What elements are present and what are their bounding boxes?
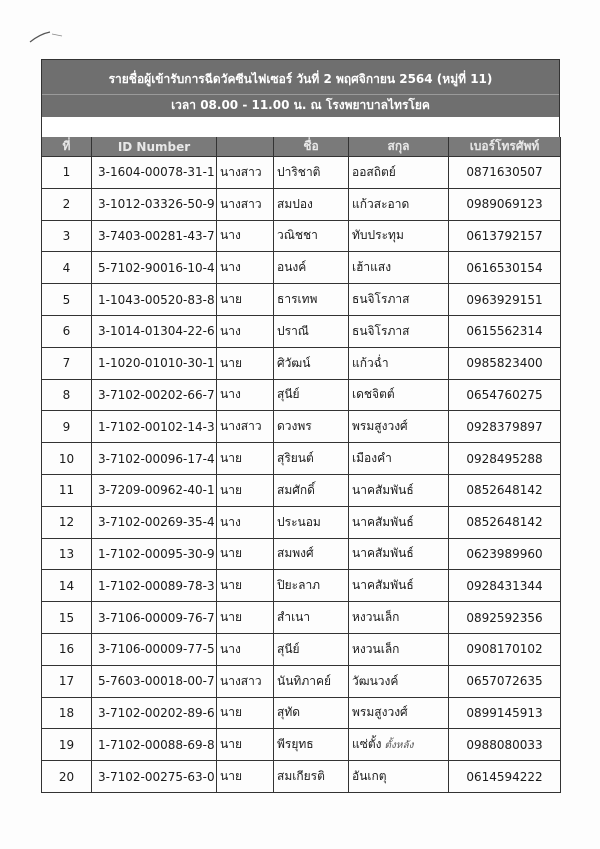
id-number: 1-1020-01010-30-1: [98, 356, 215, 371]
phone-number: 0654760275: [466, 387, 543, 402]
last-name-cell: [349, 665, 449, 697]
id-number-cell: [92, 665, 217, 697]
table-row: [42, 252, 561, 284]
id-number: 1-7102-00095-30-9: [98, 546, 215, 561]
row-number: 20: [58, 769, 75, 784]
last-name: หงวนเล็ก: [352, 641, 400, 656]
name-prefix: นาง: [220, 641, 241, 656]
name-prefix: นาง: [220, 387, 241, 402]
id-number: 3-7102-00275-63-0: [98, 769, 215, 784]
row-number: 2: [62, 197, 71, 212]
name-prefix-cell: [217, 188, 274, 220]
row-number-cell: [42, 729, 92, 761]
first-name: สมปอง: [277, 196, 313, 211]
first-name-cell: [274, 538, 349, 570]
phone-number: 0657072635: [466, 674, 543, 689]
table-row: [42, 570, 561, 602]
id-number-cell: [92, 729, 217, 761]
phone-number: 0871630507: [466, 165, 543, 180]
table-row: [42, 284, 561, 316]
name-prefix-cell: [217, 538, 274, 570]
last-name: เดชจิตต์: [352, 387, 395, 402]
name-prefix: นางสาว: [220, 419, 262, 434]
name-prefix-cell: [217, 157, 274, 189]
row-number: 15: [58, 610, 75, 625]
first-name: นันทิภาคย์: [277, 673, 332, 688]
row-number: 11: [58, 483, 75, 498]
name-prefix: นาย: [220, 578, 242, 593]
phone-number: 0928431344: [466, 578, 543, 593]
id-number: 3-7106-00009-77-5: [98, 642, 215, 657]
name-prefix: นาย: [220, 610, 242, 625]
phone-number: 0852648142: [466, 515, 543, 530]
name-prefix: นาย: [220, 769, 242, 784]
id-number-cell: [92, 220, 217, 252]
table-row: [42, 697, 561, 729]
table-row: [42, 633, 561, 665]
first-name-cell: [274, 506, 349, 538]
first-name: สุทัด: [277, 705, 301, 720]
row-number: 4: [62, 260, 71, 275]
table-row: [42, 315, 561, 347]
last-name: อันเกตุ: [352, 769, 387, 784]
name-prefix-cell: [217, 506, 274, 538]
first-name: สุนีย์: [277, 641, 300, 656]
first-name: ธารเทพ: [277, 292, 318, 307]
name-prefix: นาง: [220, 323, 241, 338]
last-name: แซ่ตั้ง: [352, 737, 382, 752]
last-name-cell: [349, 697, 449, 729]
id-number: 1-1043-00520-83-8: [98, 292, 215, 307]
first-name: อนงค์: [277, 260, 307, 275]
first-name-cell: [274, 252, 349, 284]
id-number: 3-7403-00281-43-7: [98, 228, 215, 243]
first-name: สมศักดิ์: [277, 482, 315, 497]
row-number-cell: [42, 157, 92, 189]
last-name-cell: [349, 188, 449, 220]
row-number: 7: [62, 356, 71, 371]
id-number-cell: [92, 506, 217, 538]
name-prefix-cell: [217, 729, 274, 761]
row-number: 17: [58, 674, 75, 689]
table-body: [42, 157, 561, 793]
row-number-cell: [42, 315, 92, 347]
vaccination-list-sheet: [41, 59, 560, 793]
last-name-cell: [349, 379, 449, 411]
first-name: พีรยุทธ: [277, 737, 314, 752]
table-row: [42, 157, 561, 189]
id-number-cell: [92, 188, 217, 220]
last-name-cell: [349, 252, 449, 284]
phone-number: 0928495288: [466, 451, 543, 466]
first-name-cell: [274, 665, 349, 697]
row-number: 19: [58, 737, 75, 752]
first-name: ศิวัฒน์: [277, 355, 311, 370]
phone-number-cell: [449, 443, 561, 475]
id-number-cell: [92, 157, 217, 189]
id-number: 3-7102-00202-89-6: [98, 705, 215, 720]
phone-number: 0613792157: [466, 228, 543, 243]
row-number: 6: [62, 324, 71, 339]
table-row: [42, 602, 561, 634]
last-name: พรมสูงวงศ์: [352, 705, 408, 720]
id-number-cell: [92, 761, 217, 793]
phone-number: 0852648142: [466, 483, 543, 498]
phone-number: 0892592356: [466, 610, 543, 625]
row-number-cell: [42, 602, 92, 634]
phone-number-cell: [449, 188, 561, 220]
name-prefix-cell: [217, 665, 274, 697]
col-header-no: ที่: [42, 137, 92, 157]
name-prefix: นาง: [220, 260, 241, 275]
last-name: ออสถิตย์: [352, 164, 396, 179]
row-number-cell: [42, 697, 92, 729]
id-number: 1-7102-00102-14-3: [98, 419, 215, 434]
row-number: 12: [58, 515, 75, 530]
phone-number-cell: [449, 633, 561, 665]
phone-number-cell: [449, 411, 561, 443]
row-number-cell: [42, 506, 92, 538]
row-number-cell: [42, 538, 92, 570]
last-name-cell: [349, 538, 449, 570]
id-number: 3-1604-00078-31-1: [98, 165, 215, 180]
name-prefix: นาง: [220, 228, 241, 243]
last-name: แก้วสะอาด: [352, 196, 410, 211]
table-row: [42, 347, 561, 379]
name-prefix-cell: [217, 602, 274, 634]
phone-number-cell: [449, 665, 561, 697]
phone-number-cell: [449, 602, 561, 634]
last-name: นาคสัมพันธ์: [352, 514, 414, 529]
id-number: 3-7102-00269-35-4: [98, 515, 215, 530]
last-name-cell: [349, 729, 449, 761]
col-header-id: ID Number: [92, 137, 217, 157]
last-name: ธนจิโรภาส: [352, 323, 410, 338]
id-number-cell: [92, 443, 217, 475]
name-prefix-cell: [217, 315, 274, 347]
phone-number-cell: [449, 761, 561, 793]
first-name: สมเกียรติ: [277, 769, 325, 784]
id-number-cell: [92, 252, 217, 284]
last-name: ทับประทุม: [352, 228, 404, 243]
last-name-cell: [349, 411, 449, 443]
phone-number-cell: [449, 379, 561, 411]
id-number-cell: [92, 379, 217, 411]
header-spacer-row: [41, 117, 560, 137]
id-number: 3-7102-00202-66-7: [98, 387, 215, 402]
table-row: [42, 474, 561, 506]
phone-number-cell: [449, 474, 561, 506]
phone-number-cell: [449, 729, 561, 761]
phone-number: 0928379897: [466, 419, 543, 434]
name-prefix-cell: [217, 443, 274, 475]
first-name-cell: [274, 188, 349, 220]
last-name: หงวนเล็ก: [352, 610, 400, 625]
table-header-row: [42, 137, 561, 157]
name-prefix: นาย: [220, 705, 242, 720]
name-prefix: นาย: [220, 292, 242, 307]
name-prefix-cell: [217, 761, 274, 793]
last-name: วัฒนวงค์: [352, 673, 399, 688]
name-prefix: นาย: [220, 482, 242, 497]
last-name-cell: [349, 570, 449, 602]
row-number: 14: [58, 578, 75, 593]
last-name: พรมสูงวงศ์: [352, 419, 408, 434]
id-number: 3-1012-03326-50-9: [98, 197, 215, 212]
table-row: [42, 443, 561, 475]
first-name-cell: [274, 284, 349, 316]
name-prefix-cell: [217, 379, 274, 411]
name-prefix-cell: [217, 284, 274, 316]
row-number-cell: [42, 284, 92, 316]
id-number: 3-1014-01304-22-6: [98, 324, 215, 339]
last-name-cell: [349, 315, 449, 347]
first-name-cell: [274, 347, 349, 379]
table-row: [42, 538, 561, 570]
row-number: 1: [62, 165, 71, 180]
id-number: 3-7106-00009-76-7: [98, 610, 215, 625]
id-number-cell: [92, 347, 217, 379]
list-title: รายชื่อผู้เข้ารับการฉีดวัคซีนไฟเซอร์ วันที่ 2 พฤศจิกายน 2564 (หมู่ที่ 11): [108, 72, 493, 86]
name-prefix: นางสาว: [220, 196, 262, 211]
first-name-cell: [274, 411, 349, 443]
id-number: 5-7102-90016-10-4: [98, 260, 215, 275]
phone-number-cell: [449, 220, 561, 252]
id-number-cell: [92, 284, 217, 316]
first-name-cell: [274, 602, 349, 634]
first-name-cell: [274, 474, 349, 506]
id-number-cell: [92, 697, 217, 729]
phone-number-cell: [449, 347, 561, 379]
name-prefix-cell: [217, 633, 274, 665]
first-name: ปาริชาติ: [277, 164, 321, 179]
last-name: นาคสัมพันธ์: [352, 578, 414, 593]
last-name: นาคสัมพันธ์: [352, 546, 414, 561]
table-row: [42, 665, 561, 697]
phone-number-cell: [449, 506, 561, 538]
last-name-cell: [349, 761, 449, 793]
id-number: 1-7102-00088-69-8: [98, 737, 215, 752]
phone-number-cell: [449, 315, 561, 347]
name-prefix: นาย: [220, 451, 242, 466]
name-prefix-cell: [217, 347, 274, 379]
row-number: 10: [58, 451, 75, 466]
phone-number-cell: [449, 697, 561, 729]
phone-number: 0899145913: [466, 705, 543, 720]
name-prefix-cell: [217, 570, 274, 602]
row-number: 16: [58, 642, 75, 657]
row-number-cell: [42, 761, 92, 793]
id-number-cell: [92, 538, 217, 570]
row-number: 13: [58, 546, 75, 561]
last-name-cell: [349, 284, 449, 316]
phone-number: 0616530154: [466, 260, 543, 275]
id-number: 3-7102-00096-17-4: [98, 451, 215, 466]
row-number-cell: [42, 188, 92, 220]
first-name-cell: [274, 729, 349, 761]
last-name-cell: [349, 157, 449, 189]
row-number: 18: [58, 705, 75, 720]
last-name: เมืองคำ: [352, 451, 392, 466]
first-name-cell: [274, 443, 349, 475]
row-number-cell: [42, 665, 92, 697]
first-name: ปราณี: [277, 323, 309, 338]
name-prefix-cell: [217, 474, 274, 506]
col-header-first-name: ชื่อ: [274, 137, 349, 157]
row-number: 8: [62, 387, 71, 402]
name-prefix-cell: [217, 411, 274, 443]
first-name-cell: [274, 570, 349, 602]
table-row: [42, 188, 561, 220]
table-row: [42, 761, 561, 793]
last-name-cell: [349, 506, 449, 538]
table-row: [42, 220, 561, 252]
id-number-cell: [92, 570, 217, 602]
name-prefix: นาง: [220, 514, 241, 529]
last-name-cell: [349, 602, 449, 634]
phone-number-cell: [449, 157, 561, 189]
last-name-cell: [349, 474, 449, 506]
id-number: 5-7603-00018-00-7: [98, 674, 215, 689]
first-name: ดวงพร: [277, 419, 312, 434]
row-number-cell: [42, 570, 92, 602]
recipient-table: [41, 137, 561, 793]
row-number-cell: [42, 379, 92, 411]
first-name: วณิชชา: [277, 228, 318, 243]
last-name-cell: [349, 347, 449, 379]
id-number-cell: [92, 633, 217, 665]
first-name-cell: [274, 633, 349, 665]
first-name-cell: [274, 379, 349, 411]
last-name-cell: [349, 633, 449, 665]
row-number: 5: [62, 292, 71, 307]
name-prefix-cell: [217, 697, 274, 729]
table-row: [42, 506, 561, 538]
name-prefix: นาย: [220, 355, 242, 370]
table-row: [42, 379, 561, 411]
name-prefix: นางสาว: [220, 164, 262, 179]
name-prefix: นาย: [220, 546, 242, 561]
last-name: นาคสัมพันธ์: [352, 482, 414, 497]
first-name: สุนีย์: [277, 387, 300, 402]
list-header: [41, 59, 560, 117]
row-number: 9: [62, 419, 71, 434]
handwritten-note: ตั้งหลัง: [384, 740, 414, 752]
phone-number: 0963929151: [466, 292, 543, 307]
id-number: 3-7209-00962-40-1: [98, 483, 215, 498]
id-number-cell: [92, 315, 217, 347]
row-number-cell: [42, 443, 92, 475]
phone-number: 0615562314: [466, 324, 543, 339]
col-header-phone: เบอร์โทรศัพท์: [449, 137, 561, 157]
col-header-prefix: [217, 137, 274, 157]
phone-number: 0985823400: [466, 356, 543, 371]
phone-number-cell: [449, 284, 561, 316]
phone-number: 0908170102: [466, 642, 543, 657]
row-number-cell: [42, 633, 92, 665]
phone-number: 0988080033: [466, 737, 543, 752]
first-name: สมพงศ์: [277, 546, 314, 561]
first-name: สุริยนต์: [277, 451, 314, 466]
table-row: [42, 411, 561, 443]
name-prefix-cell: [217, 252, 274, 284]
name-prefix-cell: [217, 220, 274, 252]
last-name: แก้วฉ่ำ: [352, 355, 389, 370]
last-name: เฮ้าแสง: [352, 260, 392, 275]
pen-scribble-mark: [28, 28, 68, 48]
id-number-cell: [92, 602, 217, 634]
first-name-cell: [274, 697, 349, 729]
row-number-cell: [42, 347, 92, 379]
phone-number: 0623989960: [466, 546, 543, 561]
phone-number-cell: [449, 538, 561, 570]
row-number-cell: [42, 411, 92, 443]
first-name: ปิยะลาภ: [277, 578, 321, 593]
phone-number: 0614594222: [466, 769, 543, 784]
last-name-cell: [349, 220, 449, 252]
phone-number: 0989069123: [466, 197, 543, 212]
id-number-cell: [92, 474, 217, 506]
name-prefix: นางสาว: [220, 673, 262, 688]
row-number-cell: [42, 474, 92, 506]
name-prefix: นาย: [220, 737, 242, 752]
last-name: ธนจิโรภาส: [352, 292, 410, 307]
phone-number-cell: [449, 252, 561, 284]
col-header-last-name: สกุล: [349, 137, 449, 157]
first-name-cell: [274, 220, 349, 252]
row-number: 3: [62, 228, 71, 243]
row-number-cell: [42, 220, 92, 252]
first-name: ประนอม: [277, 514, 321, 529]
first-name: สำเนา: [277, 610, 311, 625]
first-name-cell: [274, 761, 349, 793]
first-name-cell: [274, 157, 349, 189]
list-subtitle: เวลา 08.00 - 11.00 น. ณ โรงพยาบาลไทรโยค: [42, 94, 559, 117]
row-number-cell: [42, 252, 92, 284]
phone-number-cell: [449, 570, 561, 602]
table-row: [42, 729, 561, 761]
first-name-cell: [274, 315, 349, 347]
last-name-cell: [349, 443, 449, 475]
id-number: 1-7102-00089-78-3: [98, 578, 215, 593]
id-number-cell: [92, 411, 217, 443]
